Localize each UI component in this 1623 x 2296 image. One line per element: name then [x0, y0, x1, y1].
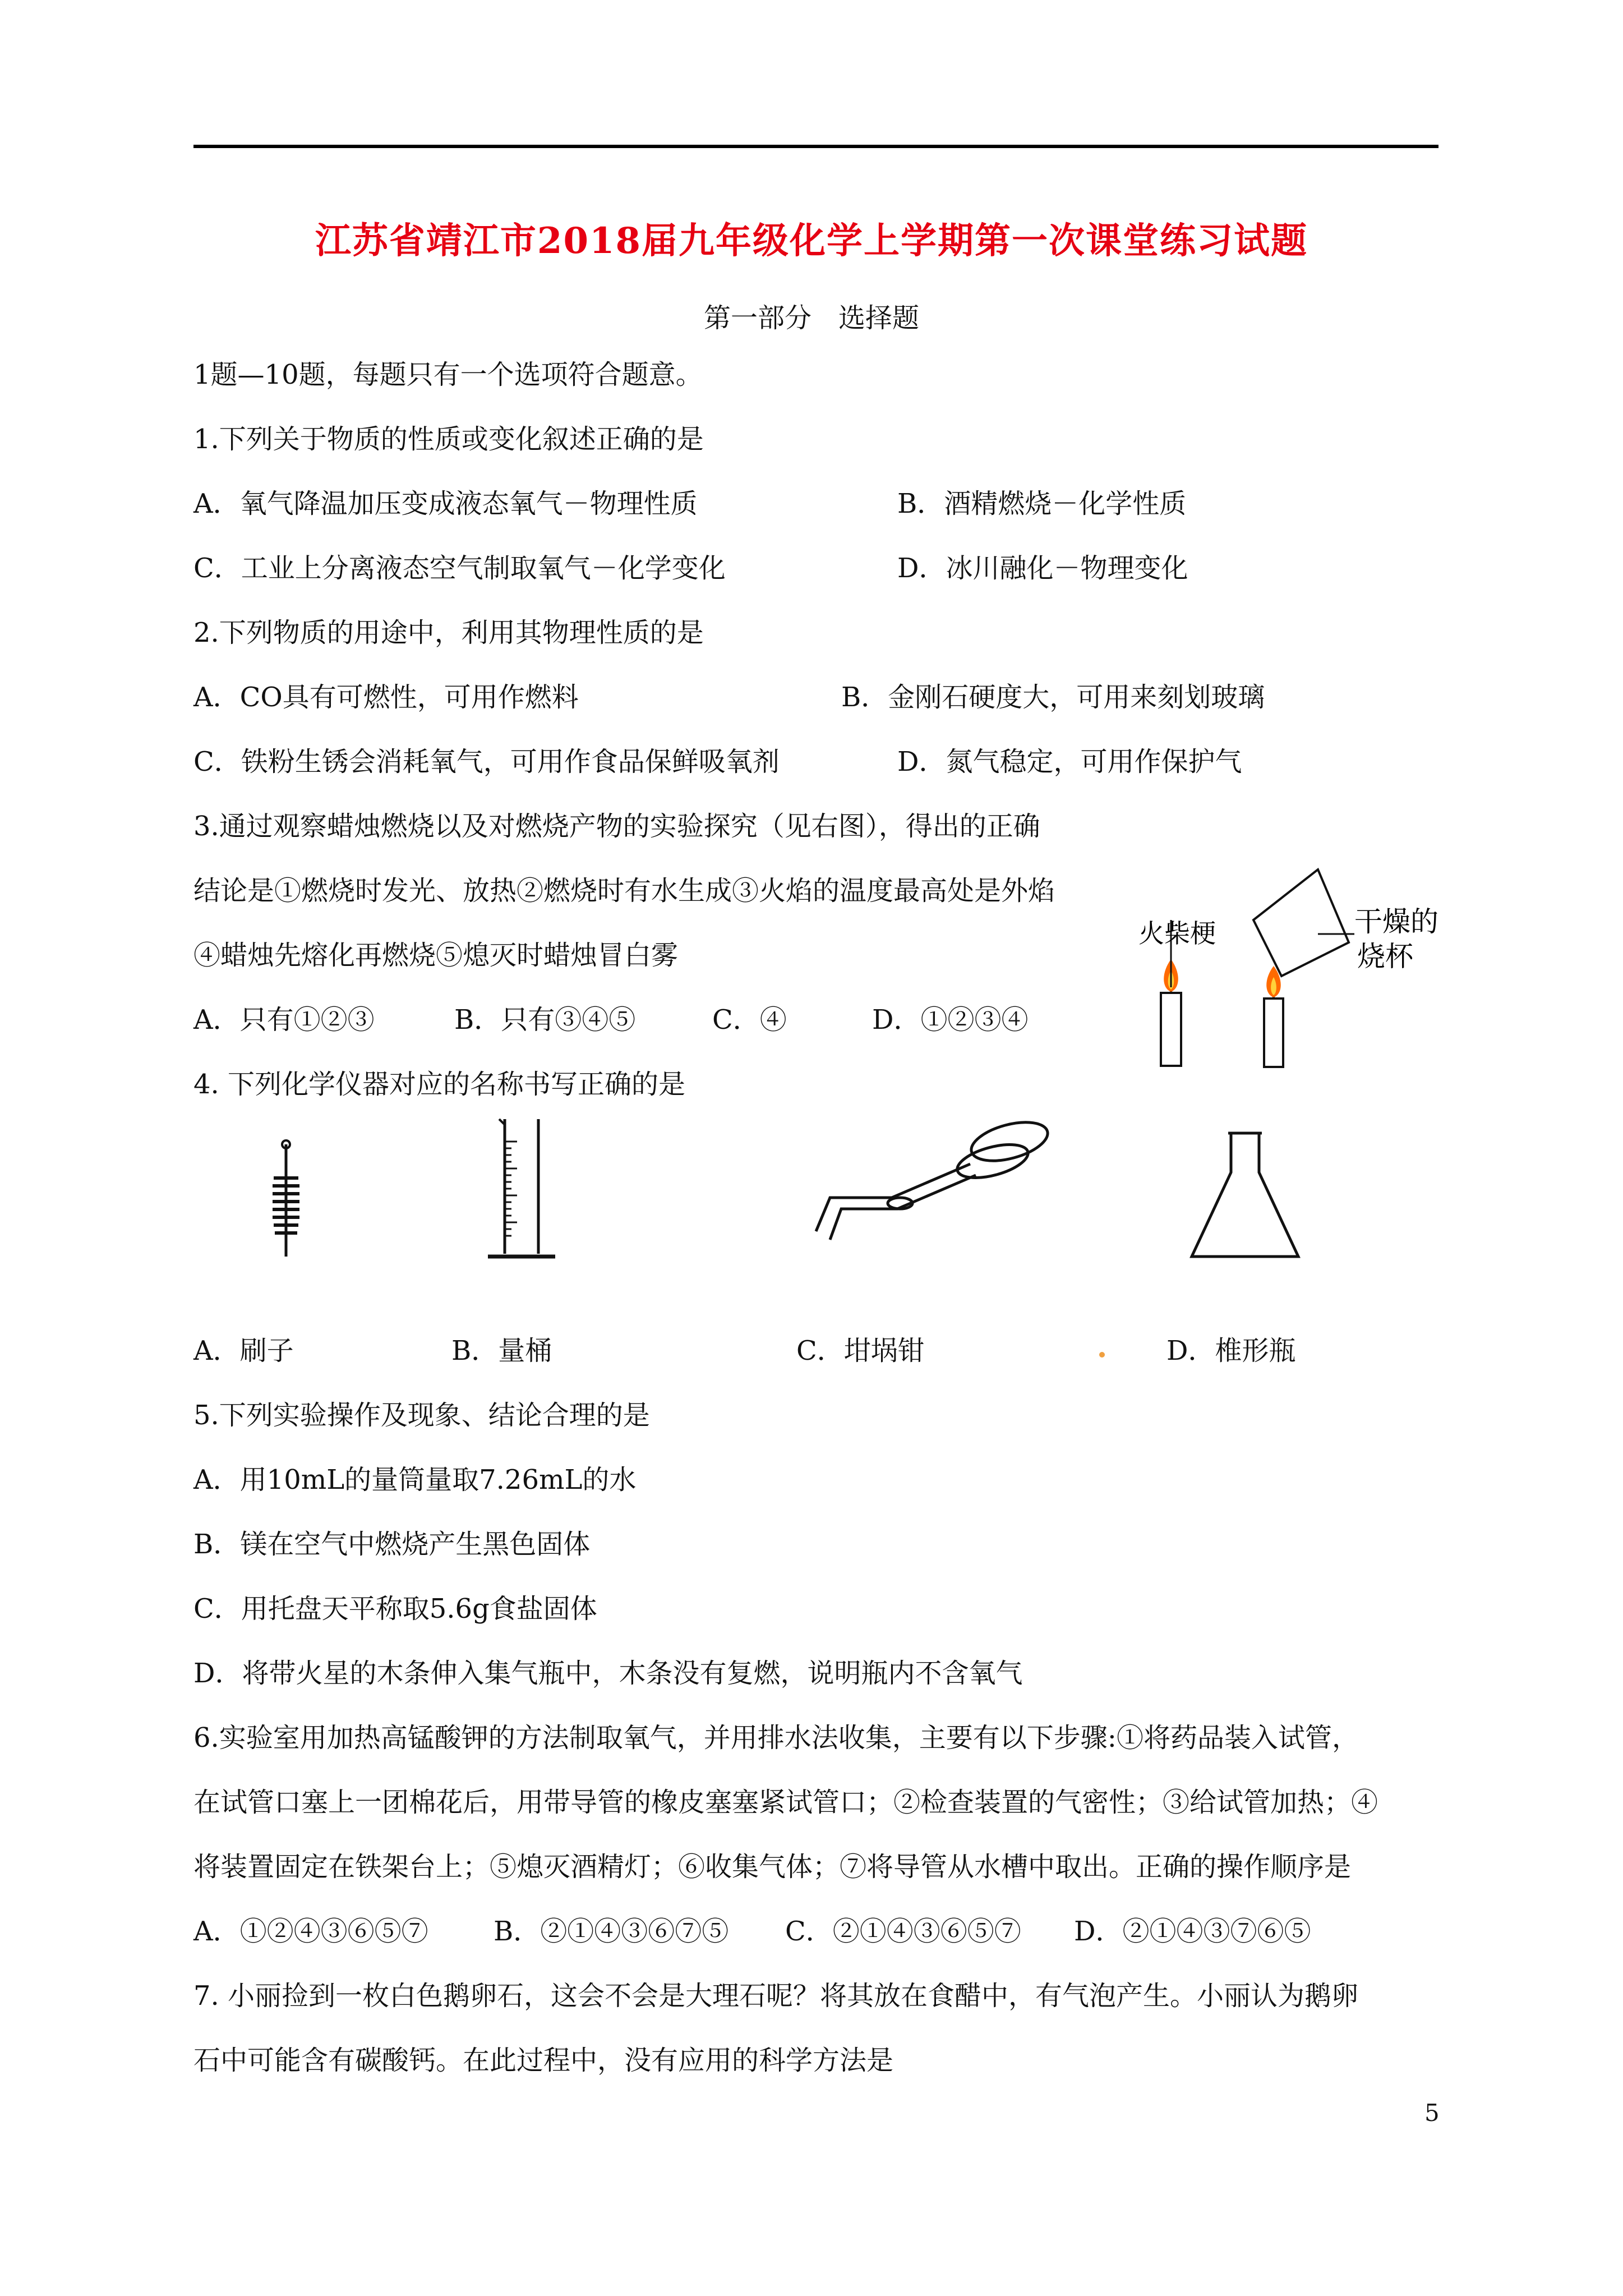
question-7-line-2: 石中可能含有碳酸钙。在此过程中，没有应用的科学方法是	[193, 2045, 894, 2076]
header-rule	[193, 145, 1438, 148]
graduated-cylinder-icon	[482, 1114, 561, 1265]
question-4-option-c: C．坩埚钳	[796, 1335, 925, 1366]
question-6-line-2: 在试管口塞上一团棉花后，用带导管的橡皮塞塞紧试管口；②检查装置的气密性；③给试管加热；④	[193, 1787, 1378, 1818]
question-2-option-b: B．金刚石硬度大，可用来刻划玻璃	[841, 682, 1265, 713]
question-2-stem: 2.下列物质的用途中，利用其物理性质的是	[193, 617, 704, 648]
question-3-option-c: C．④	[712, 1004, 787, 1036]
question-6-option-d: D．②①④③⑦⑥⑤	[1074, 1916, 1311, 1947]
question-4-option-a: A．刷子	[193, 1335, 294, 1366]
question-1-option-b: B．酒精燃烧－化学性质	[897, 488, 1187, 519]
question-4-option-b: B．量桶	[451, 1335, 552, 1366]
question-6-option-a: A．①②④③⑥⑤⑦	[193, 1916, 428, 1947]
question-4-stem: 4. 下列化学仪器对应的名称书写正确的是	[193, 1069, 686, 1100]
question-1-option-d: D．冰川融化－物理变化	[897, 553, 1188, 584]
section-heading: 第一部分 选择题	[703, 302, 919, 334]
candle-left	[1161, 993, 1181, 1066]
question-5-option-b: B．镁在空气中燃烧产生黑色固体	[193, 1529, 591, 1560]
figure-label-match: 火柴梗	[1138, 918, 1216, 949]
page-number: 5	[1424, 2099, 1440, 2127]
conical-flask-icon	[1183, 1128, 1307, 1262]
question-6-option-b: B．②①④③⑥⑦⑤	[494, 1916, 729, 1947]
crucible-tongs-icon	[808, 1114, 1054, 1259]
question-2-option-a: A．CO具有可燃性，可用作燃料	[193, 682, 579, 713]
question-6-line-1: 6.实验室用加热高锰酸钾的方法制取氧气，并用排水法收集，主要有以下步骤:①将药品装入试管，	[193, 1722, 1359, 1754]
question-2-option-d: D．氮气稳定，可用作保护气	[897, 746, 1242, 777]
document-title: 江苏省靖江市2018届九年级化学上学期第一次课堂练习试题	[315, 220, 1308, 262]
question-2-option-c: C．铁粉生锈会消耗氧气，可用作食品保鲜吸氧剂	[193, 746, 780, 777]
candle-right	[1264, 999, 1283, 1067]
question-3-option-d: D．①②③④	[872, 1004, 1029, 1036]
stray-dot	[1099, 1352, 1105, 1358]
instruction-text: 1题—10题，每题只有一个选项符合题意。	[193, 359, 703, 390]
question-3-line-2: 结论是①燃烧时发光、放热②燃烧时有水生成③火焰的温度最高处是外焰	[193, 875, 1055, 907]
question-1-stem: 1.下列关于物质的性质或变化叙述正确的是	[193, 424, 704, 455]
figure-label-beaker-2: 烧杯	[1357, 940, 1413, 973]
question-6-option-c: C．②①④③⑥⑤⑦	[785, 1916, 1021, 1947]
question-7-line-1: 7. 小丽捡到一枚白色鹅卵石，这会不会是大理石呢？将其放在食醋中，有气泡产生。小丽认为鹅卵	[193, 1980, 1359, 2012]
question-5-option-c: C．用托盘天平称取5.6g食盐固体	[193, 1593, 597, 1625]
question-5-option-d: D．将带火星的木条伸入集气瓶中，木条没有复燃，说明瓶内不含氧气	[193, 1658, 1023, 1689]
question-3-line-1: 3.通过观察蜡烛燃烧以及对燃烧产物的实验探究（见右图），得出的正确	[193, 811, 1040, 842]
question-1-option-c: C．工业上分离液态空气制取氧气－化学变化	[193, 553, 726, 584]
question-6-line-3: 将装置固定在铁架台上；⑤熄灭酒精灯；⑥收集气体；⑦将导管从水槽中取出。正确的操作顺序是	[193, 1851, 1352, 1883]
question-3-line-3: ④蜡烛先熔化再燃烧⑤熄灭时蜡烛冒白雾	[193, 940, 679, 971]
dry-beaker	[1253, 869, 1349, 976]
question-1-option-a: A．氧气降温加压变成液态氧气－物理性质	[193, 488, 698, 519]
question-5-option-a: A．用10mL的量筒量取7.26mL的水	[193, 1464, 637, 1496]
question-3-option-a: A．只有①②③	[193, 1004, 375, 1036]
question-3-option-b: B．只有③④⑤	[454, 1004, 636, 1036]
figure-label-beaker-1: 干燥的	[1354, 905, 1438, 938]
question-5-stem: 5.下列实验操作及现象、结论合理的是	[193, 1400, 650, 1431]
question-4-option-d: D．椎形瓶	[1166, 1335, 1296, 1366]
brush-icon	[264, 1139, 308, 1262]
candle-experiment-figure	[1133, 858, 1469, 1071]
